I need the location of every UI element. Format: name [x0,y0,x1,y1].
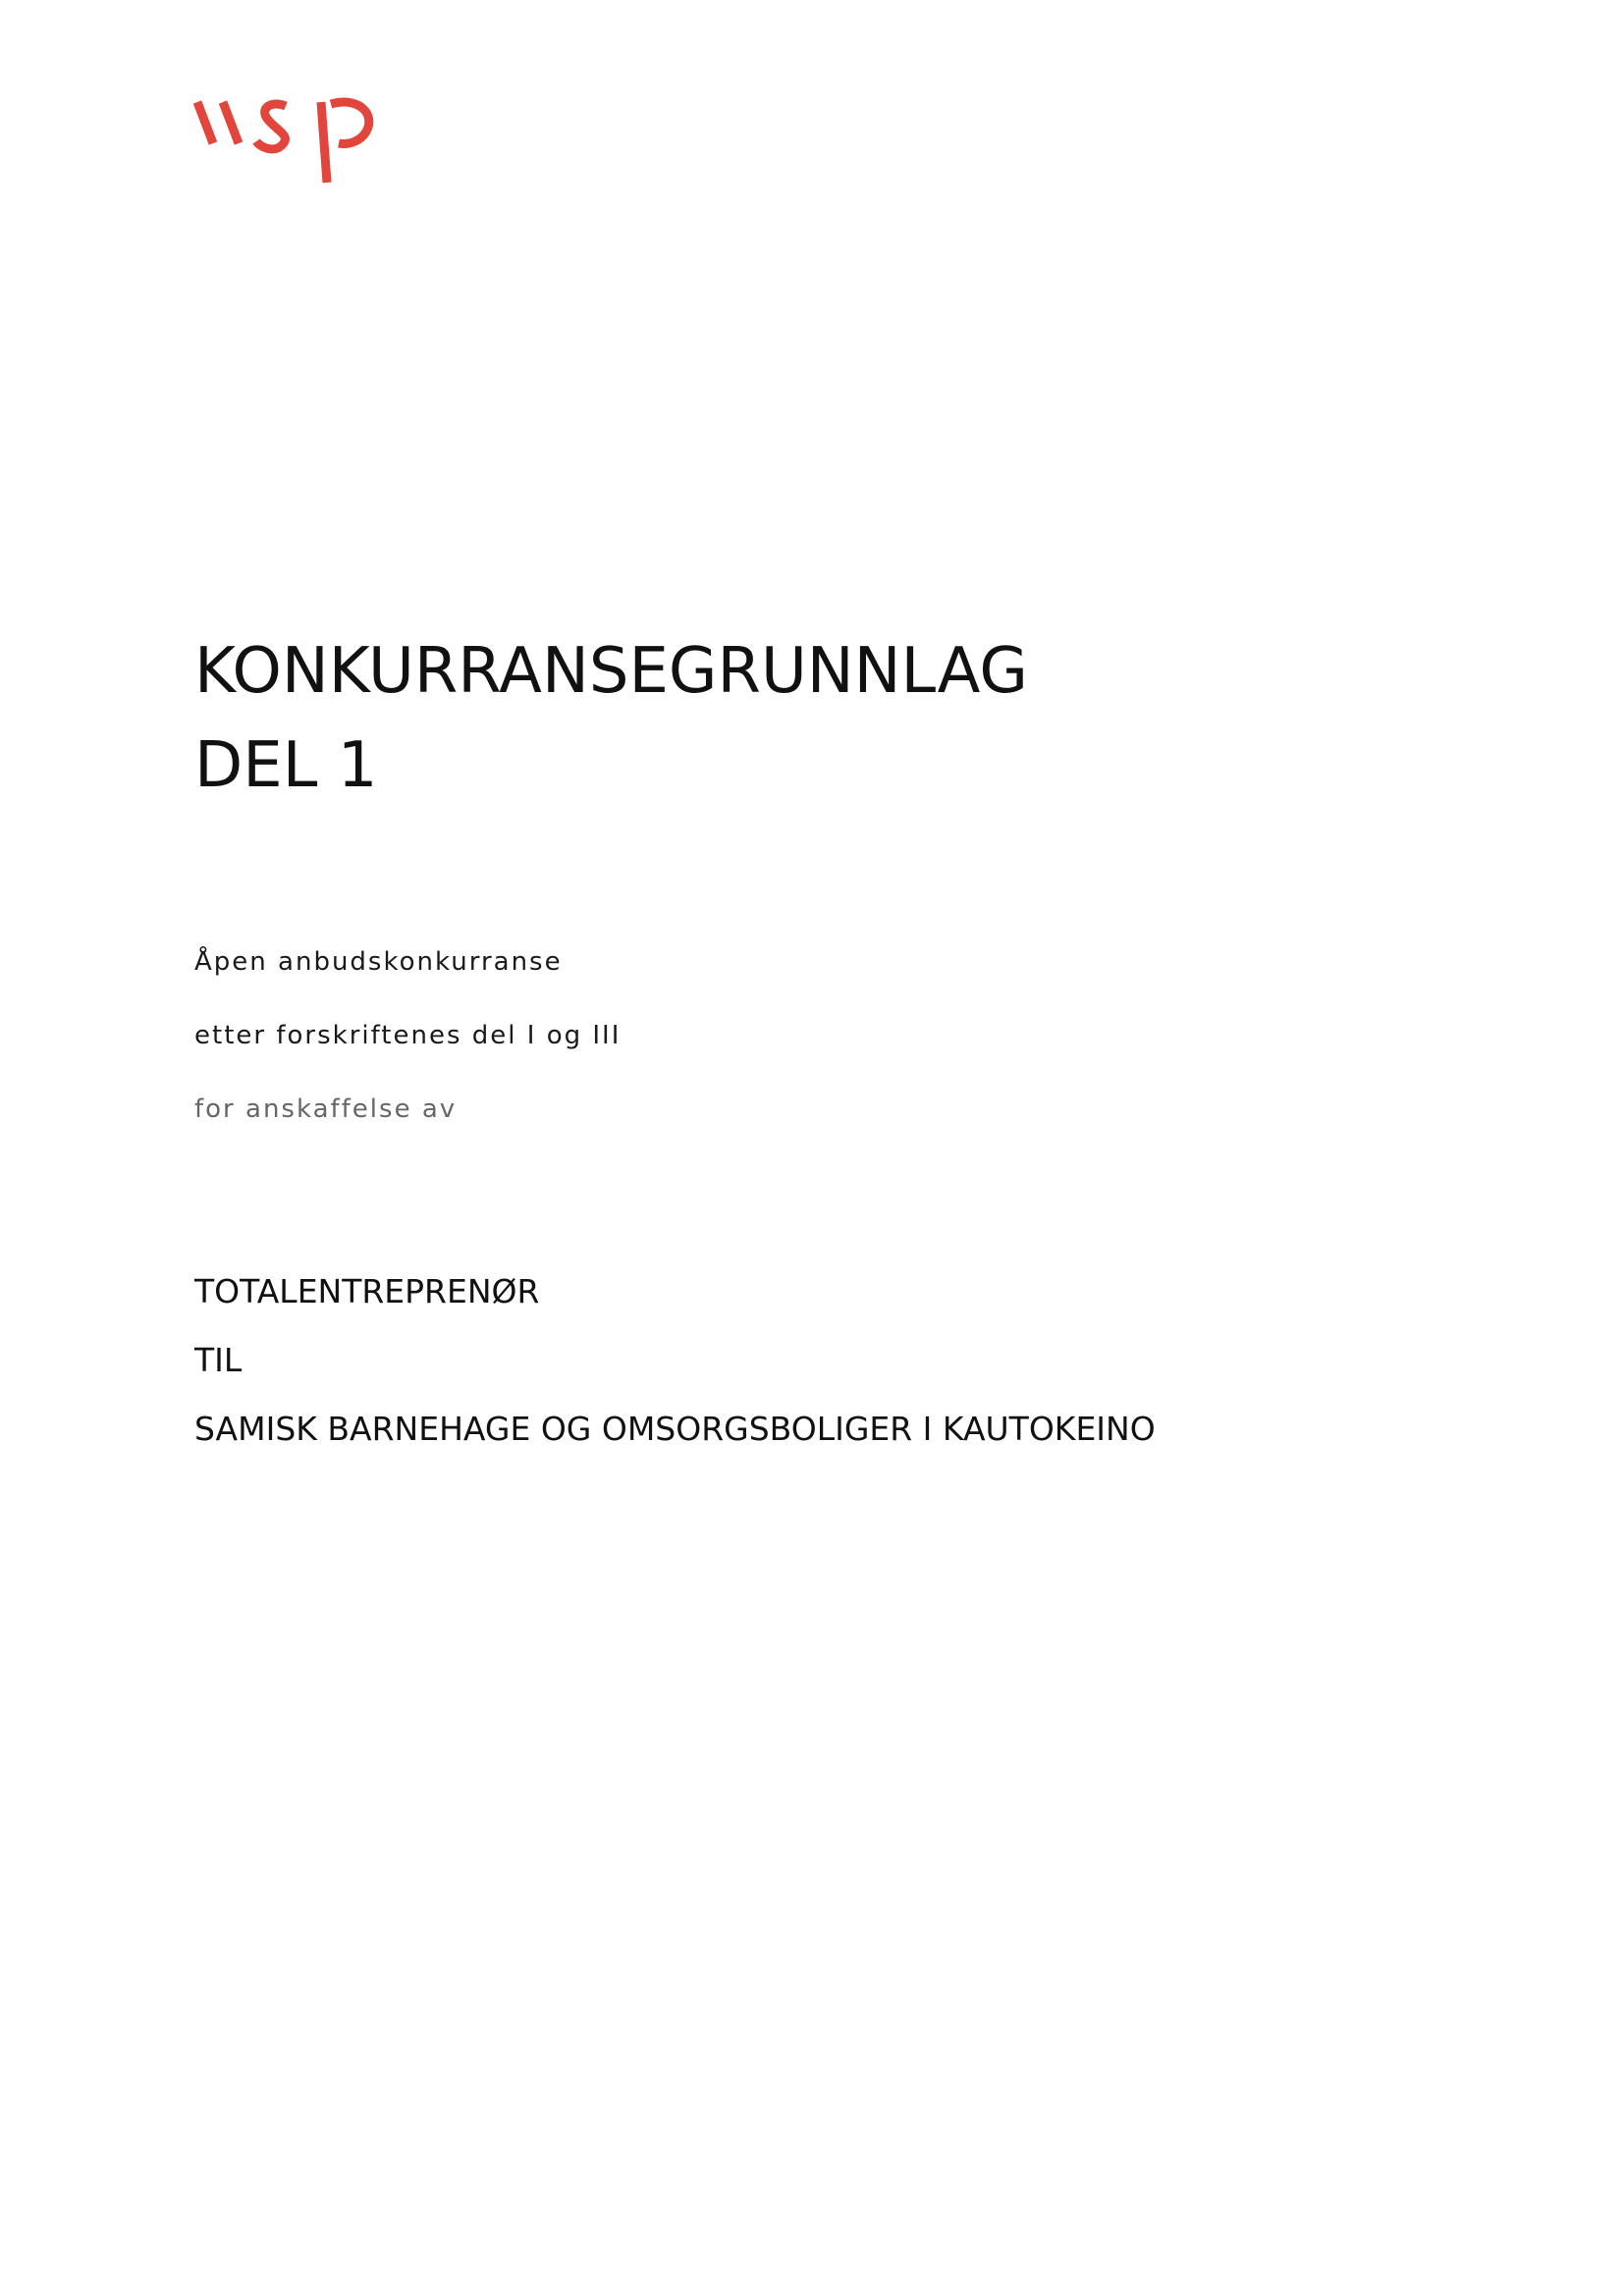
project-line-3: SAMISK BARNEHAGE OG OMSORGSBOLIGER I KAUTOKEINO [194,1410,1156,1448]
subtitle-line-3: for anskaffelse av [194,1095,458,1124]
project-description [194,1266,1156,1472]
subtitle-line-1: Åpen anbudskonkurranse [194,947,563,977]
wsp-logo [193,94,376,185]
project-line-2: TIL [194,1341,243,1379]
project-line-1: TOTALENTREPRENØR [194,1272,540,1310]
title-line-1: KONKURRANSEGRUNNLAG [194,635,1028,708]
procurement-description [194,937,621,1158]
title-line-2: DEL 1 [194,729,378,802]
subtitle-line-2: etter forskriftenes del I og III [194,1021,622,1050]
document-title [194,624,1028,813]
